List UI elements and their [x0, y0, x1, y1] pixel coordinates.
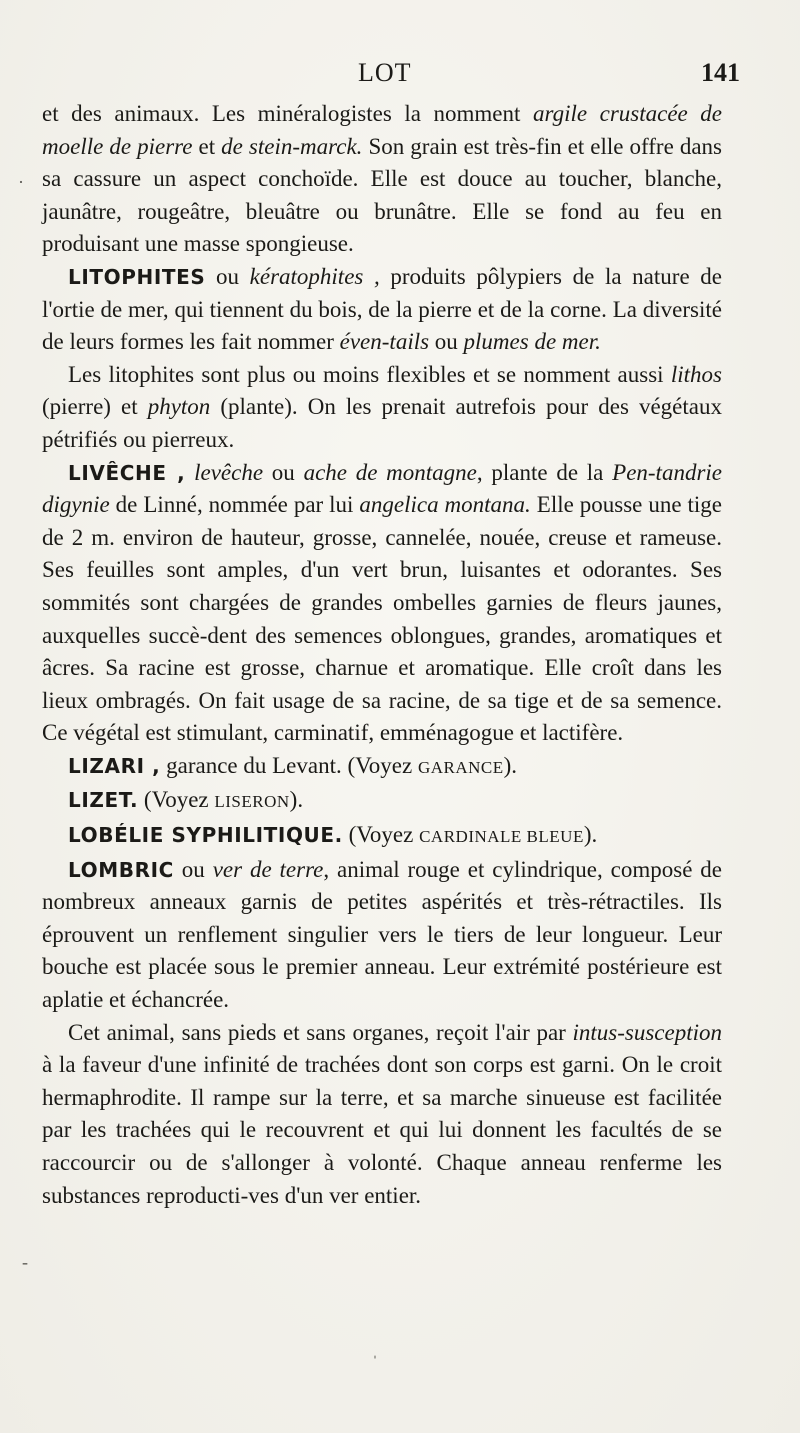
- italic-term: levêche: [194, 459, 264, 485]
- text-run: Les litophites sont plus ou moins flexibles et se nomment aussi: [68, 361, 671, 387]
- text-run: à la faveur d'une infinité de trachées dont son corps est garni. On le croit hermaphrodite. Il rampe sur la terre, et sa marche sinueuse est facilitée par les trachées qui le recouvrent et qui lui donnent les facultés de se raccourcir ou de s'allonger à volonté. Chaque anneau renferme les substances reproducti-ves d'un ver entier.: [42, 1052, 722, 1208]
- italic-term: Pen-tandrie digynie: [42, 459, 722, 518]
- running-head: LOT: [358, 58, 412, 87]
- text-run: ).: [289, 787, 304, 813]
- entry-headword: LITOPHITES: [68, 264, 206, 289]
- text-run: ou: [263, 459, 304, 485]
- margin-speck: ˈ: [372, 1352, 378, 1372]
- paragraph-argile: [42, 98, 722, 261]
- text-run: ou: [173, 856, 213, 882]
- entry-headword: LOMBRIC: [68, 857, 174, 882]
- text-run: (Voyez: [342, 822, 420, 848]
- entry-lizet: [42, 784, 722, 819]
- text-run: [185, 460, 194, 485]
- text-run: , plante de la: [476, 459, 613, 485]
- italic-term: phyton: [147, 394, 211, 420]
- italic-term: plumes de mer.: [463, 329, 601, 355]
- text-run: (Voyez: [138, 787, 215, 813]
- cross-reference: GARANCE: [417, 757, 504, 777]
- text-run: et des animaux. Les minéralogistes la nomment: [42, 101, 533, 126]
- italic-term: éven-tails: [339, 329, 430, 355]
- page-header: [40, 58, 740, 94]
- text-run: (pierre) et: [42, 394, 148, 420]
- entry-lombric: [42, 854, 722, 1017]
- italic-term: de stein-marck.: [221, 133, 363, 159]
- italic-term: ver de terre: [212, 856, 324, 882]
- text-run: ).: [503, 752, 518, 778]
- entry-lobelie: [42, 819, 722, 854]
- text-run: Elle pousse une tige de 2 m. environ de hauteur, grosse, cannelée, nouée, creuse et rameuse. Ses feuilles sont amples, d'un vert brun, luisantes et odorantes. Ses sommités sont chargées de grandes ombelles garnies de fleurs jaunes, auxquelles succè-dent des semences oblongues, grandes, aromatiques et âcres. Sa racine est grosse, charnue et aromatique. Elle croît dans les lieux ombragés. On fait usage de sa racine, de sa tige et de sa semence. Ce végétal est stimulant, carminatif, emménagogue et lactifère.: [42, 492, 722, 746]
- italic-term: angelica montana.: [359, 492, 531, 518]
- body-text: [42, 98, 722, 1212]
- entry-headword: LOBÉLIE SYPHILITIQUE.: [68, 823, 343, 848]
- text-run: ).: [583, 822, 598, 848]
- text-run: , animal rouge et cylindrique, composé de nombreux anneaux garnis de petites aspérités et très-rétractiles. Ils éprouvent un renflement singulier vers le tiers de leur longueur. Leur bouche est placée sous le premier anneau. Leur extrémité postérieure est aplatie et échancrée.: [42, 856, 722, 1013]
- italic-term: argile crustacée de moelle de pierre: [42, 101, 723, 159]
- text-run: Son grain est très-fin et elle offre dans sa cassure un aspect conchoïde. Elle est douce au toucher, blanche, jaunâtre, rougeâtre, bleuâtre ou brunâtre. Elle se fond au feu en produisant une masse spongieuse.: [42, 133, 723, 257]
- entry-liveche: [42, 457, 722, 750]
- page-number: 141: [701, 58, 740, 87]
- text-run: produits pôlypiers de la nature de l'ortie de mer, qui tiennent du bois, de la pierre et de la corne. La diversité de leurs formes les fait nommer: [42, 263, 722, 355]
- text-run: Cet animal, sans pieds et sans organes, reçoit l'air par: [68, 1019, 573, 1045]
- entry-lizari: [42, 750, 722, 785]
- text-run: ou: [429, 329, 464, 355]
- cross-reference: LISERON: [214, 792, 290, 812]
- italic-term: intus-susception: [572, 1019, 722, 1045]
- italic-term: kératophites ,: [249, 263, 380, 289]
- cross-reference: CARDINALE BLEUE: [419, 827, 584, 847]
- entry-headword: LIVÊCHE ,: [68, 460, 186, 485]
- italic-term: lithos: [670, 361, 722, 387]
- paragraph-lombric-2: [42, 1017, 722, 1213]
- italic-term: ache de montagne: [303, 459, 477, 485]
- entry-headword: LIZARI ,: [68, 753, 161, 778]
- text-run: et: [192, 133, 222, 159]
- text-run: ou: [205, 263, 250, 289]
- text-run: garance du Levant. (Voyez: [160, 752, 418, 778]
- text-run: de Linné, nommée par lui: [109, 492, 360, 518]
- text-run: (plante). On les prenait autrefois pour des végétaux pétrifiés ou pierreux.: [42, 394, 722, 452]
- entry-litophites: [42, 261, 722, 359]
- entry-headword: LIZET.: [68, 788, 139, 813]
- margin-speck: -: [22, 1252, 28, 1272]
- paragraph-litophites-2: [42, 359, 722, 457]
- margin-speck: ·: [18, 172, 24, 192]
